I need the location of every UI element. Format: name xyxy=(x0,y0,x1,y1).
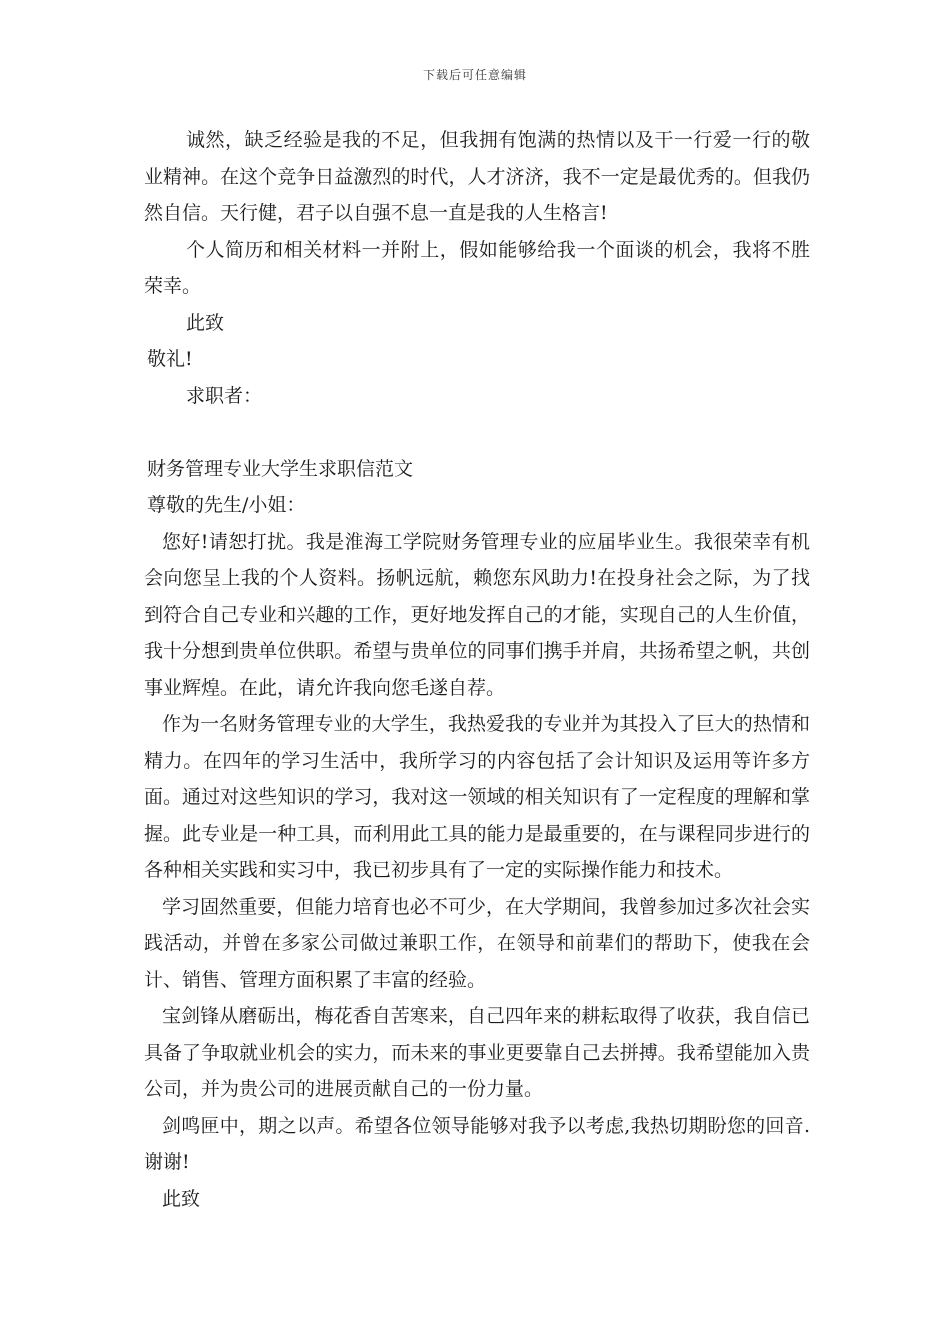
letter2-paragraph-3: 学习固然重要，但能力培育也必不可少，在大学期间，我曾参加过多次社会实践活动，并曾在多家公司做过兼职工作，在领导和前辈们的帮助下，使我在会计、销售、管理方面积累了丰富的经验。 xyxy=(144,895,810,991)
page-header-note: 下载后可任意编辑 xyxy=(422,68,527,82)
letter2-salutation: 尊敬的先生/小姐： xyxy=(147,494,306,516)
letter1-closing-jingli: 敬礼! xyxy=(147,348,193,370)
letter2-closing: 此致 xyxy=(162,1187,201,1210)
letter1-paragraph-2: 个人简历和相关材料一并附上，假如能够给我一个面谈的机会，我将不胜荣幸。 xyxy=(144,238,810,297)
letter2-paragraph-5: 剑鸣匣中，期之以声。希望各位领导能够对我予以考虑,我热切期盼您的回音.谢谢! xyxy=(144,1114,810,1173)
section-spacer xyxy=(144,414,810,451)
letter2-paragraph-2: 作为一名财务管理专业的大学生，我热爱我的专业并为其投入了巨大的热情和精力。在四年的学习生活中，我所学习的内容包括了会计知识及运用等许多方面。通过对这些知识的学习，我对这一领域的相关知识有了一定程度的理解和掌握。此专业是一种工具，而利用此工具的能力是最重要的，在与课程同步进行的各种相关实践和实习中，我已初步具有了一定的实际操作能力和技术。 xyxy=(144,713,810,881)
document-body xyxy=(144,122,810,1217)
letter2-paragraph-4: 宝剑锋从磨砺出，梅花香自苦寒来，自己四年来的耕耘取得了收获，我自信已具备了争取就业机会的实力，而未来的事业更要靠自己去拼搏。我希望能加入贵公司，并为贵公司的进展贡献自己的一份力量。 xyxy=(144,1005,810,1100)
letter2-paragraph-1: 您好!请恕打扰。我是淮海工学院财务管理专业的应届毕业生。我很荣幸有机会向您呈上我的个人资料。扬帆远航，赖您东风助力!在投身社会之际，为了找到符合自己专业和兴趣的工作，更好地发挥自己的才能，实现自己的人生价值，我十分想到贵单位供职。希望与贵单位的同事们携手并肩，共扬希望之帆，共创事业辉煌。在此，请允许我向您毛遂自荐。 xyxy=(144,530,810,699)
letter1-signature: 求职者： xyxy=(186,384,263,407)
letter1-paragraph-1: 诚然，缺乏经验是我的不足，但我拥有饱满的热情以及干一行爱一行的敬业精神。在这个竞争日益激烈的时代，人才济济，我不一定是最优秀的。但我仍然自信。天行健，君子以自强不息一直是我的人生格言! xyxy=(144,129,810,224)
letter2-title: 财务管理专业大学生求职信范文 xyxy=(147,457,414,480)
letter1-closing-cizhi: 此致 xyxy=(186,311,225,334)
